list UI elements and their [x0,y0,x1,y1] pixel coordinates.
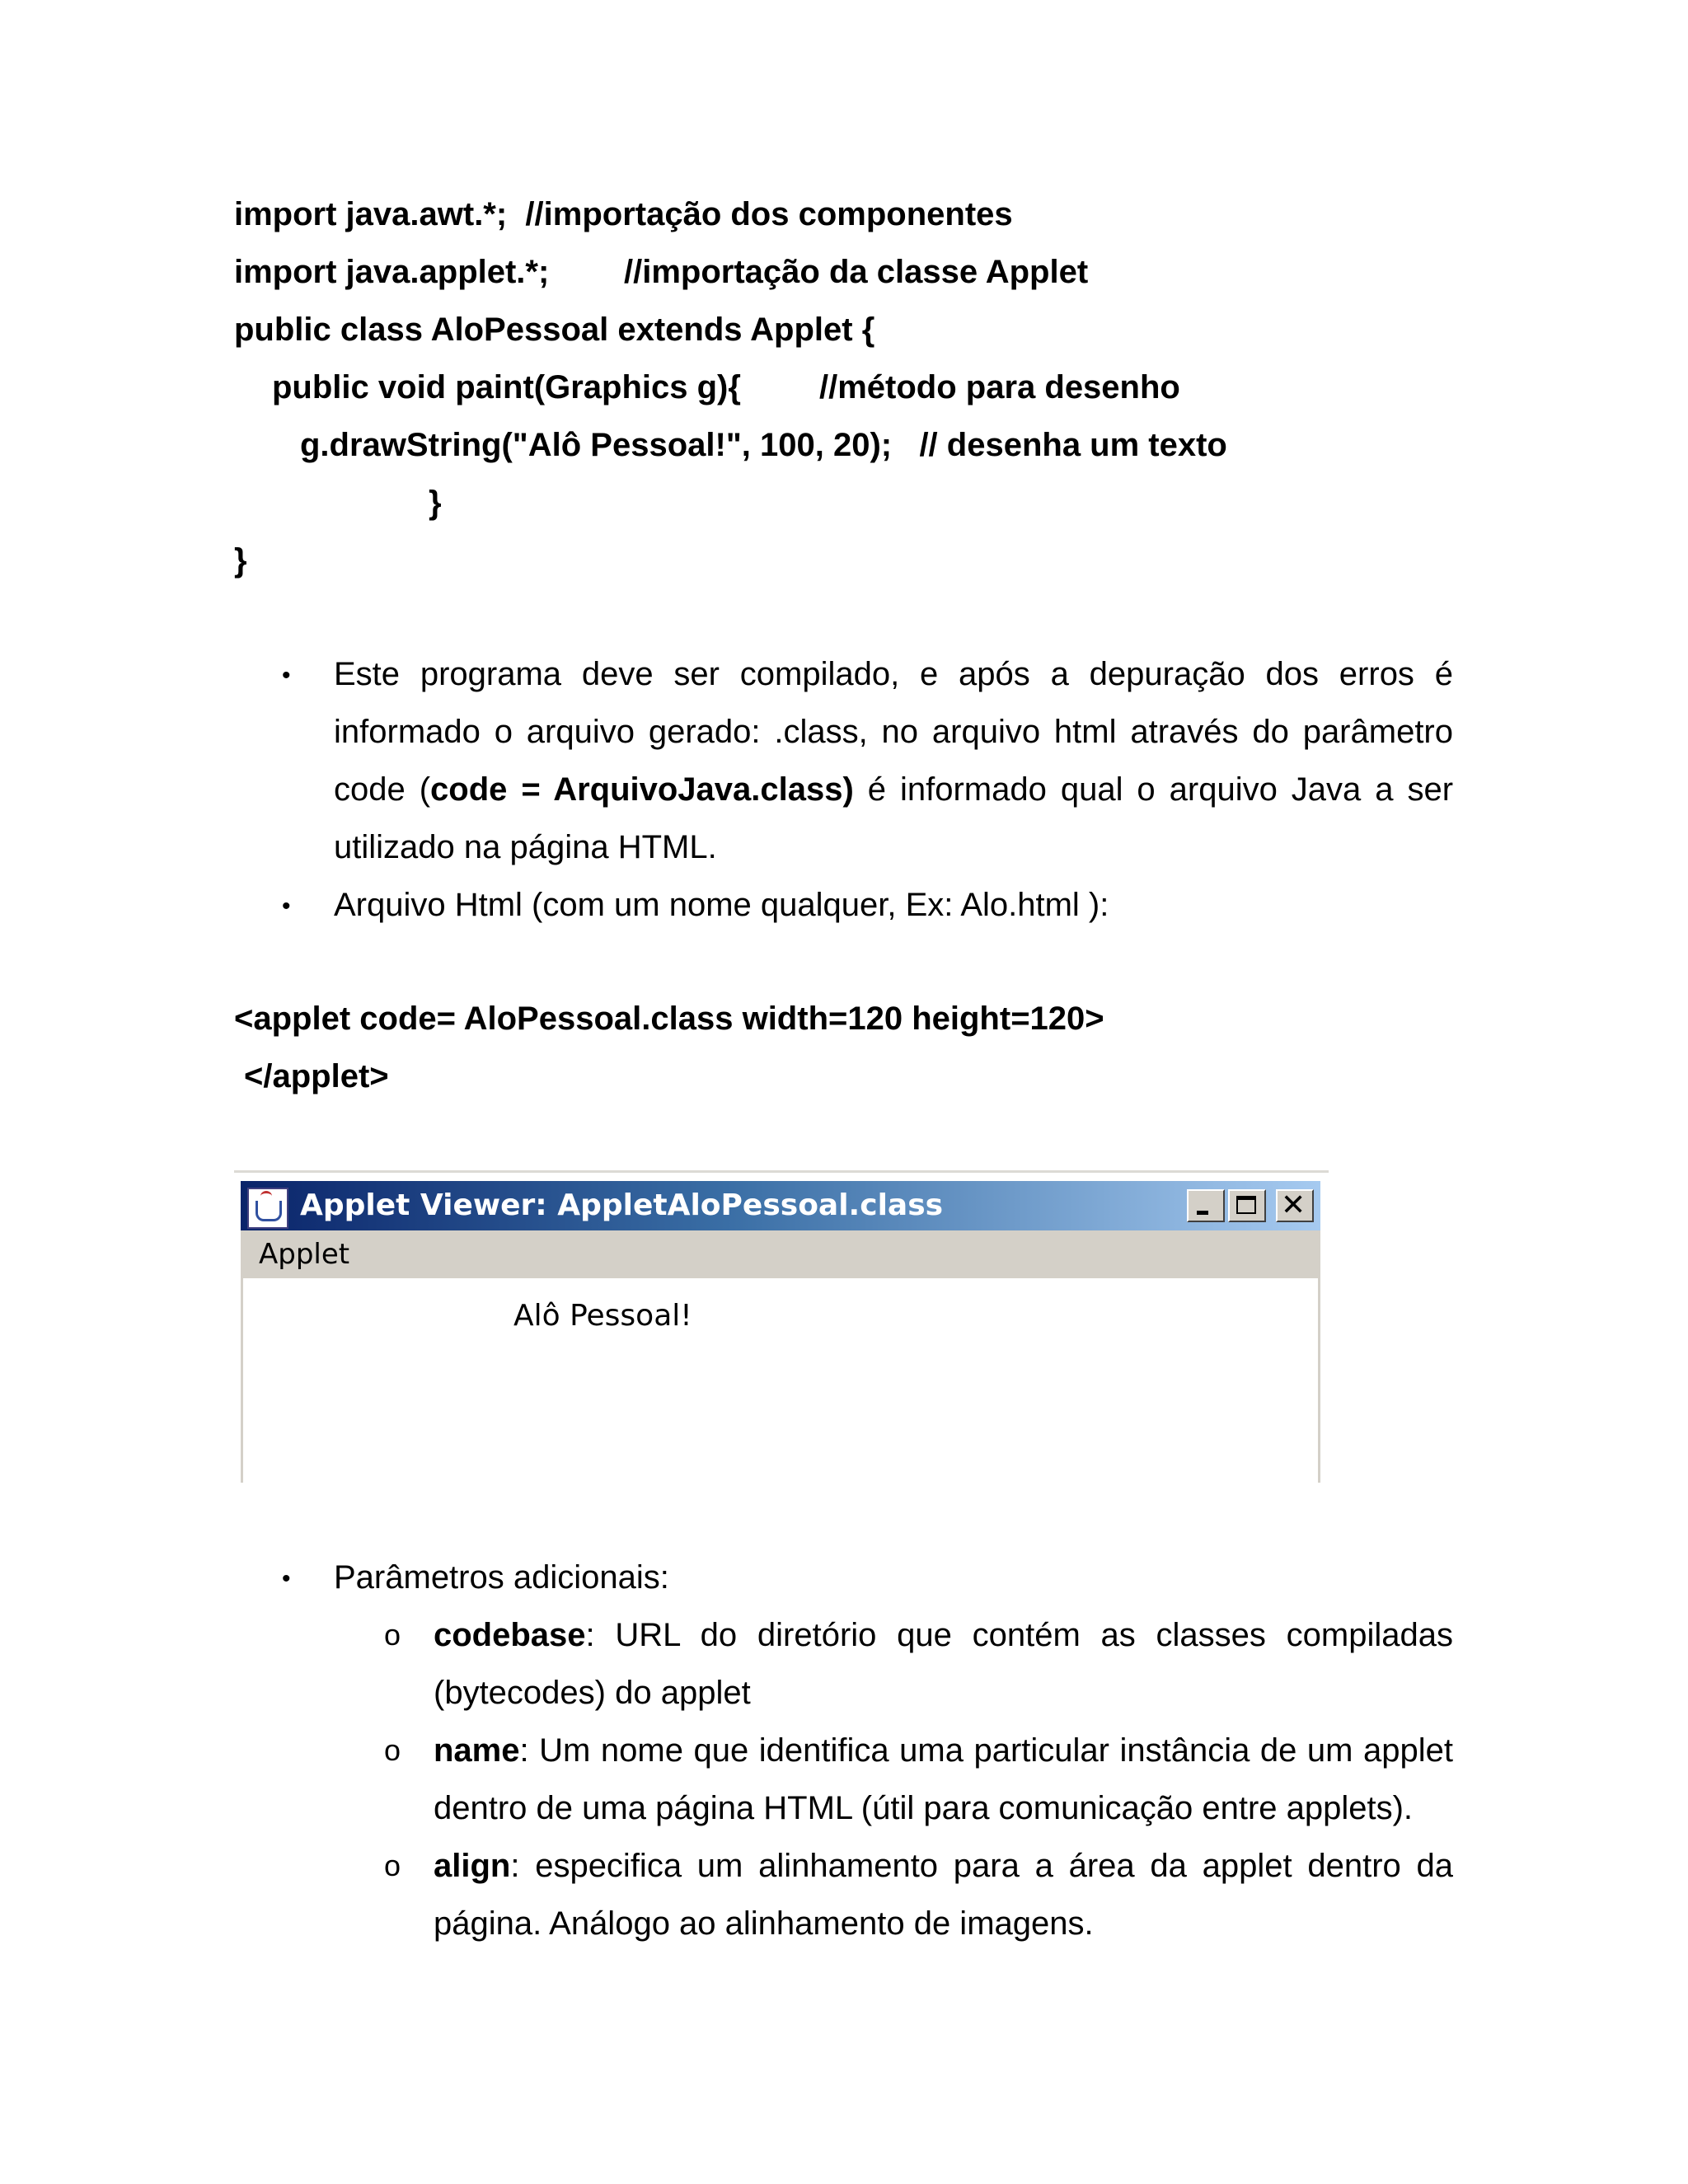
menu-bar [241,1230,1320,1278]
text-span: code ( [334,771,431,808]
bullet-marker: • [282,893,291,920]
paragraph-line: (bytecodes) do applet [434,1675,751,1711]
close-icon: ✕ [1281,1188,1306,1222]
code-line-5: g.drawString("Alô Pessoal!", 100, 20); // desenha um texto [300,427,1227,463]
params-heading: Parâmetros adicionais: [334,1559,669,1596]
sub-bullet-marker: o [384,1849,401,1882]
bullet-marker: • [282,662,291,689]
paragraph-line: Arquivo Html (com um nome qualquer, Ex: Alo.html ): [334,887,1109,923]
paragraph-line: informado o arquivo gerado: .class, no arquivo html através do parâmetro [334,714,1453,750]
param-description: : especifica um alinhamento para a área da applet dentro da [510,1848,1453,1884]
applet-output-text: Alô Pessoal! [513,1299,692,1333]
code-line-3: public class AloPessoal extends Applet { [234,312,875,348]
code-line-4-comment: //método para desenho [819,369,1180,405]
paragraph-line-with-bold [334,770,1453,809]
sub-bullet-marker: o [384,1618,401,1652]
code-line-6: } [429,485,442,521]
code-line-7: } [234,542,247,579]
window-title-bar[interactable] [241,1181,1320,1230]
bullet-marker: • [282,1565,291,1592]
sub-bullet-marker: o [384,1733,401,1767]
applet-viewer-window [234,1170,1329,1483]
bold-code-span: code = ArquivoJava.class) [430,771,854,808]
param-name-line [434,1731,1453,1770]
menu-item-applet[interactable]: Applet [259,1238,350,1271]
html-code-line-2: </applet> [244,1058,389,1094]
code-line-2-comment: //importação da classe Applet [624,254,1089,290]
param-description: : URL do diretório que contém as classes compiladas [585,1617,1453,1653]
maximize-button[interactable] [1228,1189,1266,1222]
maximize-icon [1236,1196,1256,1214]
html-code-line-1: <applet code= AloPessoal.class width=120 height=120> [234,1001,1104,1037]
close-button[interactable] [1276,1189,1314,1222]
code-line-4-statement: public void paint(Graphics g){ [272,369,741,405]
applet-canvas [241,1278,1320,1483]
java-cup-icon [247,1188,288,1229]
param-codebase-line [434,1615,1453,1655]
minimize-icon [1197,1211,1208,1215]
code-line-2-statement: import java.applet.*; [234,254,550,290]
paragraph-line: página. Análogo ao alinhamento de imagens. [434,1905,1094,1942]
window-title: Applet Viewer: AppletAloPessoal.class [300,1188,944,1222]
paragraph-line: Este programa deve ser compilado, e após a depuração dos erros é [334,656,1453,692]
text-span: é informado qual o arquivo Java a ser [853,771,1454,808]
param-description: : Um nome que identifica uma particular instância de um applet [519,1732,1453,1769]
param-term: codebase [434,1617,586,1653]
param-term: name [434,1732,520,1769]
minimize-button[interactable] [1187,1189,1225,1222]
param-term: align [434,1848,511,1884]
paragraph-line: utilizado na página HTML. [334,829,717,865]
code-line-1: import java.awt.*; //importação dos componentes [234,196,1013,232]
paragraph-line: dentro de uma página HTML (útil para comunicação entre applets). [434,1790,1414,1826]
param-align-line [434,1846,1453,1886]
